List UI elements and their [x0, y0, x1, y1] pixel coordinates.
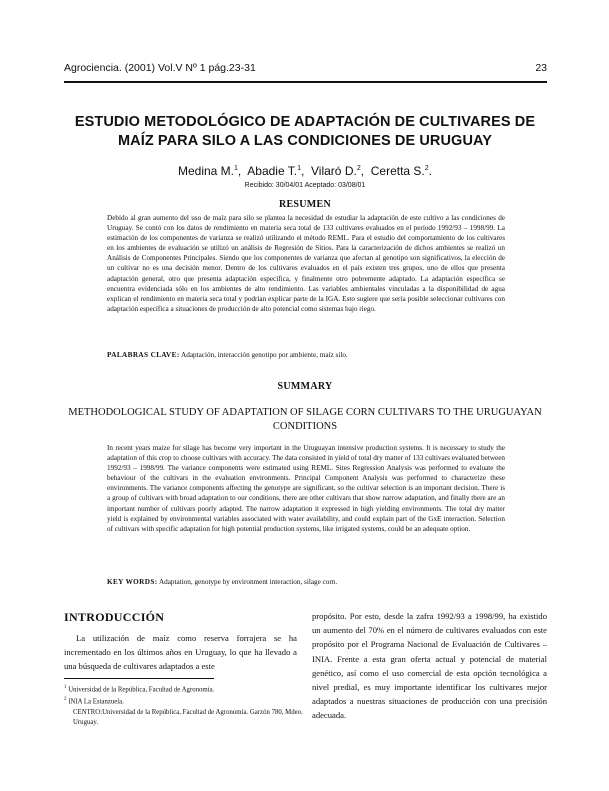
key-words: [107, 578, 505, 586]
author: Ceretta S.$^2$.: [370, 164, 433, 178]
author: Abadie T.$^1$,: [247, 164, 305, 178]
footnotes: [64, 683, 304, 728]
author-list: [60, 164, 550, 178]
journal-citation: Agrociencia. (2001) Vol.V Nº 1 pág.23-31: [64, 62, 256, 74]
page-number: 23: [535, 62, 547, 74]
footnote: $^1$ Universidad de la República, Facultad de Agronomía.: [64, 685, 215, 694]
keywords-text: Adaptation, genotype by environment interaction, silage corn.: [158, 578, 338, 586]
resumen-heading: RESUMEN: [278, 199, 332, 210]
resumen-text: Debido al gran aumento del uso de maíz para silo se plantea la necesidad de estudiar la adaptación de este cultivo a las condiciones de Uruguay. Se contó con los datos de rendimiento en materia seca total de 133 cultivares evaluados en el período 1992/93 – 1998/99. La estimación de los componentes de varianza se realizó utilizando el método REML. Para el estudio del comportamiento de los cultivares en los ambientes de evaluación se utilizó un análisis de Regresión de Sitios. Para la caracterización de dichos ambientes se realizó un Análisis de Componentes Principales. Siendo que los componentes de varianza que afectan al genotipo son significativos, la elección de un cultivar no es una decisión menor. Dentro de los cultivares evaluados en el país existen tres grupos, uno de ellos que presenta adaptación general, otro que presenta adaptación específica, y finalmente otro pobremente adaptado. La adaptación específica se encuentra evidenciada sólo en los ambientes de alto rendimiento. Las variables ambientales vinculadas a la disponibilidad de agua explican el rendimiento en materia seca total y podrían explicar parte de la IGA. Esto sugiere que sería posible seleccionar cultivares con adaptación específica a situaciones de producción de alto potencial como sistemas bajo riego.: [107, 214, 505, 313]
footnote-rule: [64, 678, 214, 679]
header-rule: [64, 81, 547, 83]
summary-heading: SUMMARY: [277, 381, 333, 392]
introduccion-heading: INTRODUCCIÓN: [64, 610, 165, 624]
author: Vilaró D.$^2$,: [311, 164, 365, 178]
summary-text: In recent years maize for silage has become very important in the Uruguayan intensive production systems. It is necessary to study the adaptation of this crop to choose cultivars with accuracy. The data consisted in yield of total dry matter of 133 cultivars evaluated between 1992/93 – 1998/99. The variance components were estimated using REML. Sites Regression Analysis was performed to evaluate the behaviour of the cultivars in the evaluation environments. Principal Component Analysis was performed to characterize these environments. The variance components affecting the genotype are significant, so the cultivar selection is an important decision. There is a group of cultivars with broad adaptation to our conditions, there are other cultivars that show narrow adaptation, and finally there are an important number of cultivars poorly adapted. The narrow adaptation it expressed in high yielding environments. The total dry matter yield is explained by environmental variables associated with water availability, and could explain part of the GxE interaction. Selection of cultivars with specific adaptation for high potential production systems, like irrigated systems, could be an adequate option.: [107, 444, 505, 533]
palabras-clave: [107, 351, 505, 359]
footnote: $^2$ INIA La Estanzuela.: [64, 697, 124, 706]
intro-right-column: propósito. Por esto, desde la zafra 1992/93 a 1998/99, ha existido un aumento del 70% en el número de cultivares evaluados con este propósito por el Programa Nacional de Evaluación de Cultivares – INIA. Frente a esta gran oferta actual y potencial de material genético, así como el uso comercial de esta opción tecnológica a nivel predial, es muy importante identificar los cultivares mejor adaptados a nuestras situaciones de producción con una precisión adecuada.: [312, 611, 547, 721]
keywords-label: KEY WORDS:: [107, 578, 158, 586]
keywords-text: Adaptación, interacción genotipo por ambiente, maíz silo.: [181, 351, 348, 359]
received-accepted-dates: Recibido: 30/04/01 Aceptado: 03/08/01: [244, 182, 366, 189]
running-head: [64, 62, 547, 80]
keywords-label: PALABRAS CLAVE:: [107, 351, 180, 359]
english-title: METHODOLOGICAL STUDY OF ADAPTATION OF SILAGE CORN CULTIVARS TO THE URUGUAYAN CONDITIONS: [68, 407, 542, 432]
intro-left-column: La utilización de maíz como reserva forrajera se ha incrementado en los últimos años en Uruguay, lo que ha llevado a una búsqueda de cultivares adaptados a este: [64, 633, 297, 672]
author: Medina M.$^1$,: [177, 164, 242, 178]
footnote-address: CENTRO:Universidad de la República, Facultad de Agronomía. Garzón 780, Mdeo. Uruguay.: [73, 708, 303, 727]
article-title: ESTUDIO METODOLÓGICO DE ADAPTACIÓN DE CULTIVARES DE MAÍZ PARA SILO A LAS CONDICIONES DE URUGUAY: [74, 114, 536, 149]
